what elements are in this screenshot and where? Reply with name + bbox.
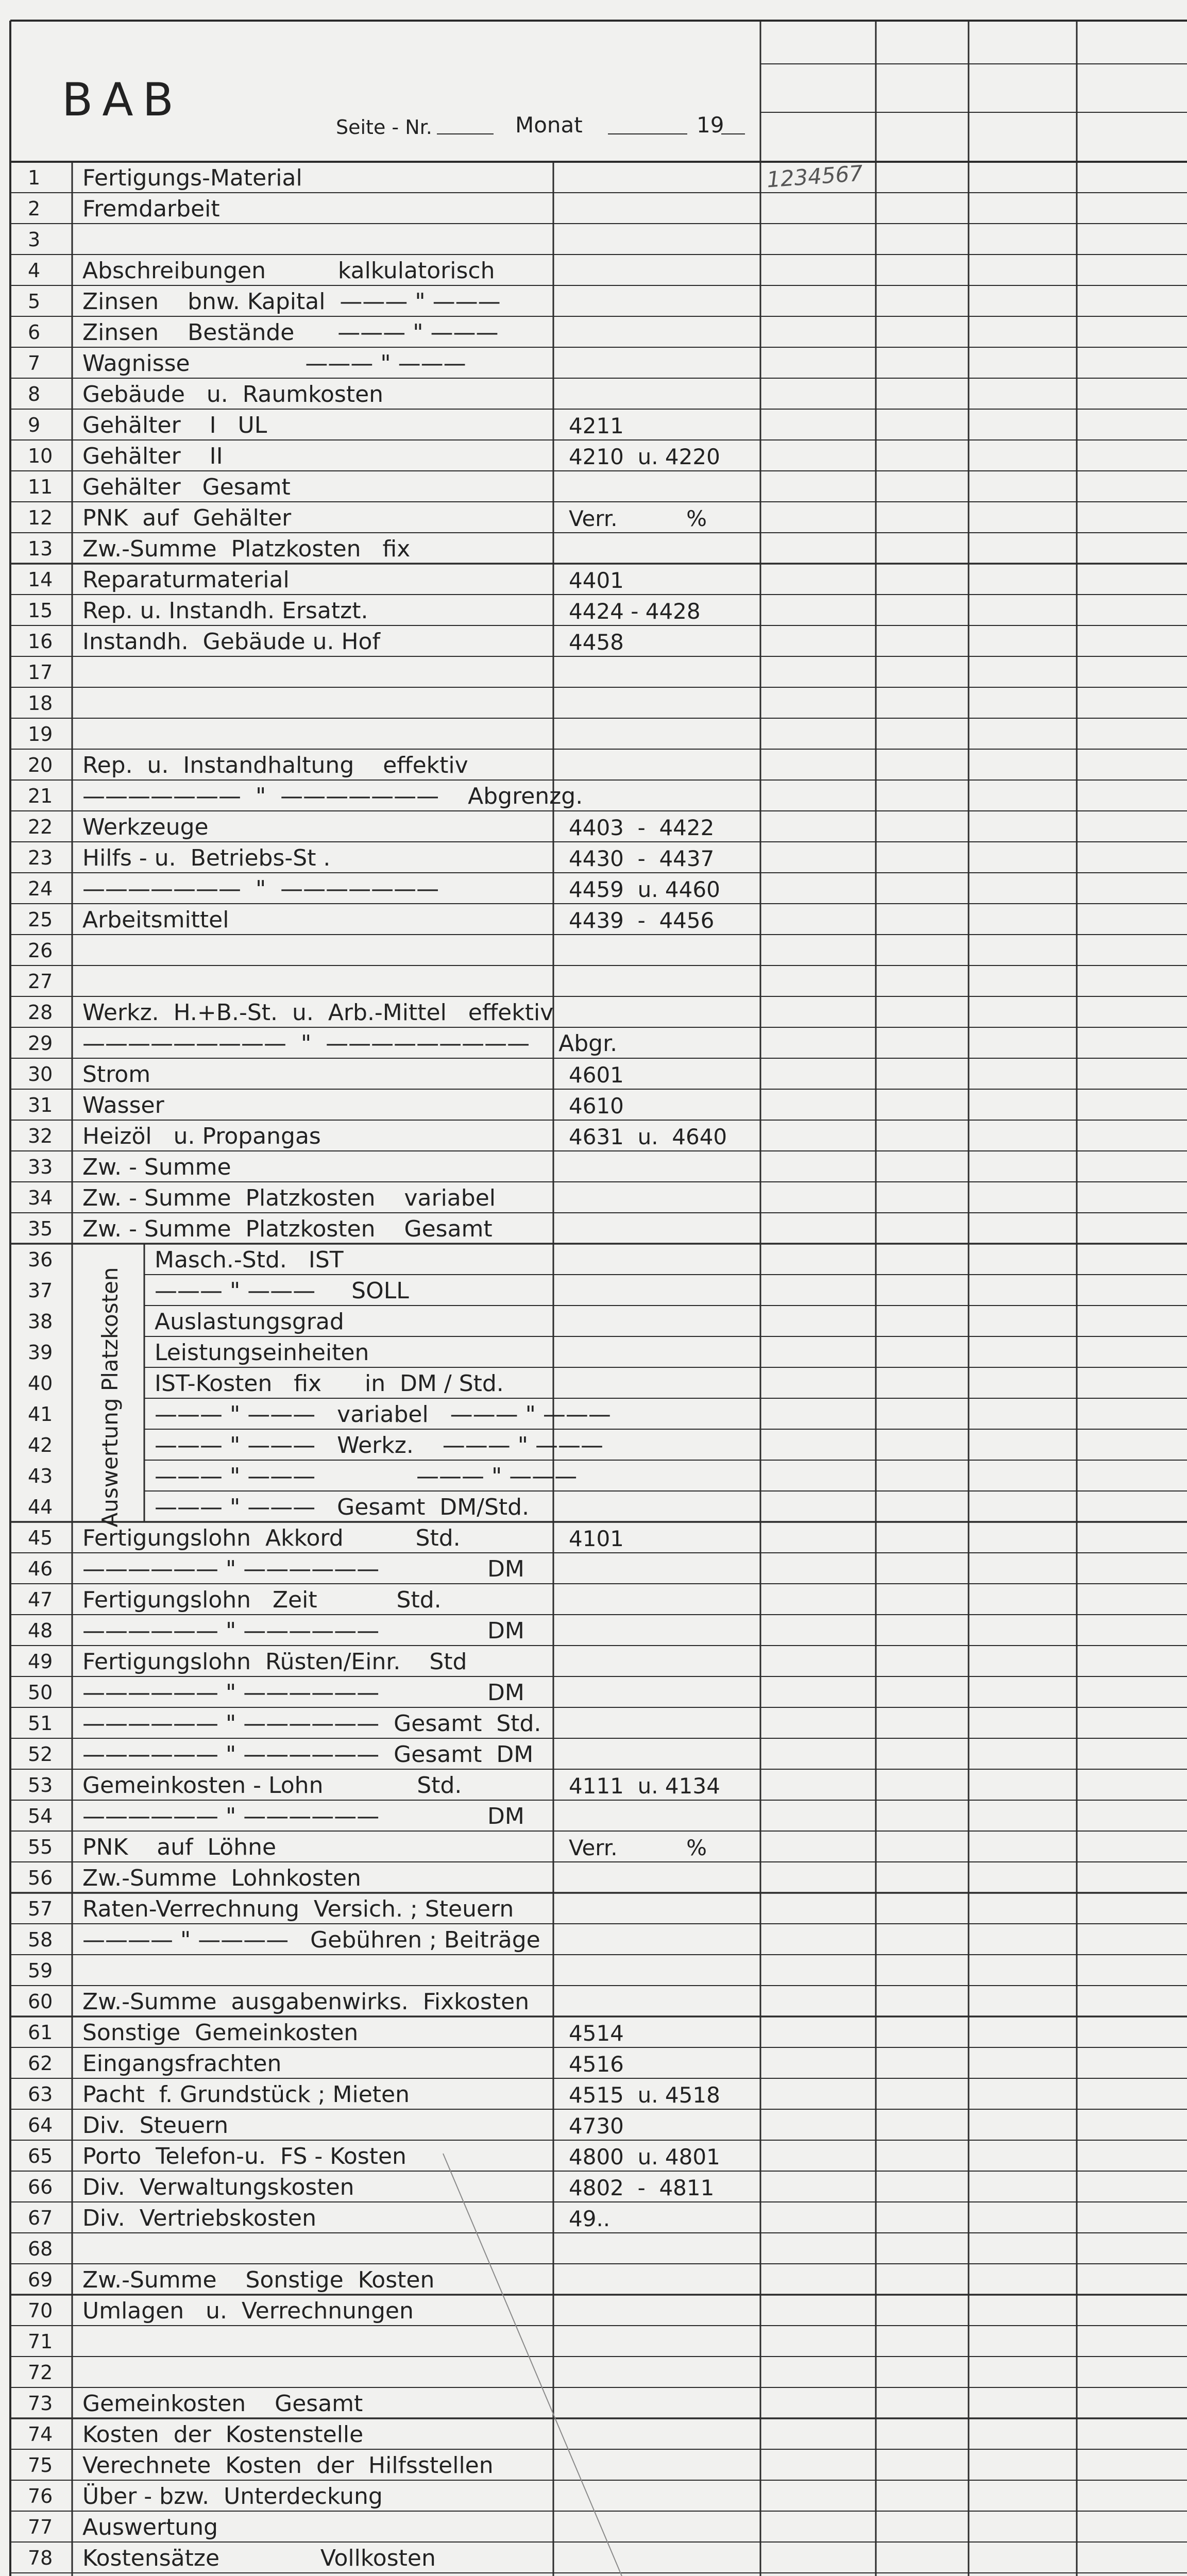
row-number: 65 [28, 2145, 53, 2167]
row-number: 12 [28, 506, 53, 529]
row-number: 44 [28, 1496, 53, 1518]
row-account-code: 4516 [569, 2052, 624, 2077]
row-label: Umlagen u. Verrechnungen [82, 2298, 414, 2324]
row-number: 46 [28, 1557, 53, 1580]
row-label: Masch.-Std. IST [155, 1247, 344, 1273]
row-number: 77 [28, 2516, 53, 2538]
row-label: ——————— " ——————— Abgrenzg. [82, 783, 583, 809]
row-label: ——— " ——— SOLL [155, 1278, 409, 1304]
row-number: 36 [28, 1248, 53, 1271]
row-label: Rep. u. Instandh. Ersatzt. [82, 598, 368, 624]
row-label: Div. Vertriebskosten [82, 2205, 316, 2231]
row-number: 19 [28, 723, 53, 745]
row-label: Hilfs - u. Betriebs-St . [82, 845, 331, 871]
row-label: Werkzeuge [82, 814, 209, 840]
row-number: 10 [28, 445, 53, 467]
row-label: Zinsen Bestände ——— " ——— [82, 319, 499, 346]
row-label: Heizöl u. Propangas [82, 1123, 321, 1149]
row-account-code: Verr. % [569, 1835, 707, 1860]
row-account-code: 4430 - 4437 [569, 846, 715, 871]
row-number: 59 [28, 1959, 53, 1982]
row-number: 32 [28, 1125, 53, 1147]
row-number: 64 [28, 2114, 53, 2137]
row-number: 73 [28, 2392, 53, 2415]
row-label: Gehälter Gesamt [82, 474, 291, 500]
row-number: 45 [28, 1527, 53, 1549]
row-label: Zw.-Summe Platzkosten fix [82, 536, 411, 562]
row-number: 35 [28, 1217, 53, 1240]
row-number: 15 [28, 599, 53, 622]
row-label: Zw.-Summe Lohnkosten [82, 1865, 361, 1891]
row-number: 49 [28, 1650, 53, 1673]
row-number: 17 [28, 661, 53, 684]
row-account-code: 4101 [569, 1526, 624, 1551]
row-label: ———— " ———— Gebühren ; Beiträge [82, 1927, 540, 1953]
row-account-code: 4601 [569, 1062, 624, 1088]
row-number: 3 [28, 228, 41, 251]
row-account-code: 4401 [569, 568, 624, 593]
year-label: 19 [697, 112, 724, 138]
row-label: Fertigungs-Material [82, 165, 302, 191]
row-label: Abschreibungen kalkulatorisch [82, 258, 495, 284]
row-number: 38 [28, 1310, 53, 1333]
row-number: 6 [28, 321, 41, 344]
row-number: 51 [28, 1712, 53, 1735]
row-label: Kostensätze Vollkosten [82, 2545, 436, 2571]
row-number: 7 [28, 352, 41, 375]
row-account-code: 4458 [569, 630, 624, 655]
row-number: 43 [28, 1465, 53, 1487]
row-number: 74 [28, 2423, 53, 2446]
row-label: Zw.-Summe Sonstige Kosten [82, 2267, 435, 2293]
row-account-code: 4111 u. 4134 [569, 1773, 720, 1799]
row-label: ——— " ——— variabel ——— " ——— [155, 1401, 611, 1428]
row-label: Strom [82, 1061, 151, 1088]
row-number: 47 [28, 1588, 53, 1611]
row-number: 66 [28, 2176, 53, 2198]
row-account-code: 4631 u. 4640 [569, 1124, 727, 1149]
row-number: 52 [28, 1743, 53, 1766]
row-account-code: 49.. [569, 2206, 611, 2231]
row-number: 70 [28, 2299, 53, 2322]
row-account-code: 4210 u. 4220 [569, 444, 720, 469]
row-number: 11 [28, 476, 53, 498]
row-label: Werkz. H.+B.-St. u. Arb.-Mittel effektiv [82, 999, 554, 1026]
row-label: —————— " —————— DM [82, 1803, 524, 1829]
row-number: 25 [28, 908, 53, 931]
row-label: Zw. - Summe Platzkosten Gesamt [82, 1216, 493, 1242]
row-number: 61 [28, 2021, 53, 2044]
row-number: 22 [28, 816, 53, 838]
pencil-stroke [443, 2154, 685, 2576]
row-account-code: 4403 - 4422 [569, 815, 715, 840]
row-number: 54 [28, 1805, 53, 1827]
row-label: —————— " —————— DM [82, 1680, 524, 1706]
row-number: 27 [28, 970, 53, 993]
row-number: 23 [28, 846, 53, 869]
row-label: Gehälter I UL [82, 412, 267, 438]
form-title: BAB [62, 73, 183, 126]
row-label: PNK auf Gehälter [82, 505, 292, 531]
row-number: 55 [28, 1836, 53, 1858]
row-account-code: 4424 - 4428 [569, 599, 701, 624]
row-label: Verechnete Kosten der Hilfsstellen [82, 2452, 494, 2479]
page-number-label: Seite - Nr. [336, 116, 432, 139]
row-label: Zw. - Summe Platzkosten variabel [82, 1185, 496, 1211]
row-account-code: 4800 u. 4801 [569, 2144, 720, 2170]
row-label: ——— " ——— Gesamt DM/Std. [155, 1494, 530, 1520]
row-number: 60 [28, 1990, 53, 2013]
row-label: Zinsen bnw. Kapital ——— " ——— [82, 289, 501, 315]
row-number: 26 [28, 939, 53, 962]
row-label: Arbeitsmittel [82, 907, 229, 933]
row-label: Eingangsfrachten [82, 2050, 282, 2077]
row-label: Raten-Verrechnung Versich. ; Steuern [82, 1896, 514, 1922]
row-number: 28 [28, 1001, 53, 1024]
row-account-code: 4211 [569, 413, 624, 438]
row-number: 68 [28, 2238, 53, 2260]
row-number: 67 [28, 2207, 53, 2229]
row-number: 48 [28, 1619, 53, 1642]
row-label: Div. Verwaltungskosten [82, 2174, 354, 2200]
row-number: 2 [28, 197, 41, 220]
row-label: Sonstige Gemeinkosten [82, 2020, 359, 2046]
row-label: ——— " ——— Werkz. ——— " ——— [155, 1432, 603, 1459]
row-label: Auslastungsgrad [155, 1309, 344, 1335]
row-number: 37 [28, 1279, 53, 1302]
row-account-code: 4730 [569, 2113, 624, 2139]
row-label: Fremdarbeit [82, 196, 220, 222]
row-number: 57 [28, 1897, 53, 1920]
row-number: 78 [28, 2547, 53, 2569]
row-label: Porto Telefon-u. FS - Kosten [82, 2143, 406, 2170]
row-number: 8 [28, 383, 41, 405]
row-account-code: 4610 [569, 1093, 624, 1118]
row-number: 21 [28, 785, 53, 807]
row-number: 20 [28, 754, 53, 776]
row-number: 75 [28, 2454, 53, 2477]
row-label: —————— " —————— DM [82, 1556, 524, 1582]
row-label: Wasser [82, 1092, 164, 1118]
row-number: 33 [28, 1156, 53, 1178]
row-label: Wagnisse ——— " ——— [82, 350, 466, 377]
row-number: 14 [28, 568, 53, 591]
row-number: 24 [28, 877, 53, 900]
row-account-code: Verr. % [569, 506, 707, 531]
row-label: Über - bzw. Unterdeckung [82, 2483, 383, 2510]
row-label: Reparaturmaterial [82, 567, 290, 593]
row-label: Zw.-Summe ausgabenwirks. Fixkosten [82, 1989, 530, 2015]
row-label: Instandh. Gebäude u. Hof [82, 629, 380, 655]
row-number: 34 [28, 1187, 53, 1209]
row-label: Gemeinkosten - Lohn Std. [82, 1772, 462, 1799]
row-number: 9 [28, 414, 41, 436]
row-number: 53 [28, 1774, 53, 1797]
row-number: 50 [28, 1681, 53, 1704]
row-label: PNK auf Löhne [82, 1834, 277, 1860]
row-number: 63 [28, 2083, 53, 2106]
row-number: 1 [28, 166, 41, 189]
row-account-code: 4514 [569, 2021, 624, 2046]
row-number: 76 [28, 2485, 53, 2507]
row-number: 58 [28, 1928, 53, 1951]
row-label: —————— " —————— DM [82, 1618, 524, 1644]
row-account-code: 4515 u. 4518 [569, 2082, 720, 2108]
row-number: 72 [28, 2361, 53, 2384]
row-label: Gehälter II [82, 443, 223, 469]
row-number: 42 [28, 1434, 53, 1456]
row-account-code: 4459 u. 4460 [569, 877, 720, 902]
row-label: Kosten der Kostenstelle [82, 2421, 364, 2448]
row-label: Auswertung [82, 2514, 218, 2540]
row-number: 13 [28, 537, 53, 560]
side-label-auswertung-platzkosten: Auswertung Platzkosten [97, 1267, 123, 1528]
row-label: Gebäude u. Raumkosten [82, 381, 384, 408]
row-number: 30 [28, 1063, 53, 1086]
row-label: ————————— " ————————— Abgr. [82, 1030, 618, 1057]
row-number: 18 [28, 692, 53, 715]
row-number: 39 [28, 1341, 53, 1364]
row-number: 16 [28, 630, 53, 653]
row-number: 31 [28, 1094, 53, 1116]
row-number: 41 [28, 1403, 53, 1426]
handwritten-number: 1234567 [766, 160, 864, 193]
row-label: Rep. u. Instandhaltung effektiv [82, 752, 468, 778]
row-label: ——— " ——— ——— " ——— [155, 1463, 578, 1489]
row-label: Fertigungslohn Rüsten/Einr. Std [82, 1649, 467, 1675]
row-number: 4 [28, 259, 41, 282]
row-number: 56 [28, 1867, 53, 1889]
row-label: Fertigungslohn Akkord Std. [82, 1525, 461, 1551]
row-number: 5 [28, 290, 41, 313]
row-label: Leistungseinheiten [155, 1340, 369, 1366]
row-number: 71 [28, 2330, 53, 2353]
row-label: Gemeinkosten Gesamt [82, 2391, 363, 2417]
month-label: Monat [515, 112, 583, 138]
row-number: 62 [28, 2052, 53, 2075]
row-number: 40 [28, 1372, 53, 1395]
row-label: —————— " —————— Gesamt DM [82, 1741, 534, 1768]
row-number: 69 [28, 2268, 53, 2291]
row-account-code: 4802 - 4811 [569, 2175, 715, 2200]
row-label: Div. Steuern [82, 2112, 229, 2139]
row-label: Zw. - Summe [82, 1154, 231, 1180]
row-account-code: 4439 - 4456 [569, 908, 715, 933]
row-number: 29 [28, 1032, 53, 1055]
row-label: ——————— " ——————— [82, 876, 439, 902]
row-label: Fertigungslohn Zeit Std. [82, 1587, 442, 1613]
row-label: Pacht f. Grundstück ; Mieten [82, 2081, 410, 2108]
row-label: IST-Kosten fix in DM / Std. [155, 1370, 504, 1397]
row-label: —————— " —————— Gesamt Std. [82, 1710, 541, 1737]
